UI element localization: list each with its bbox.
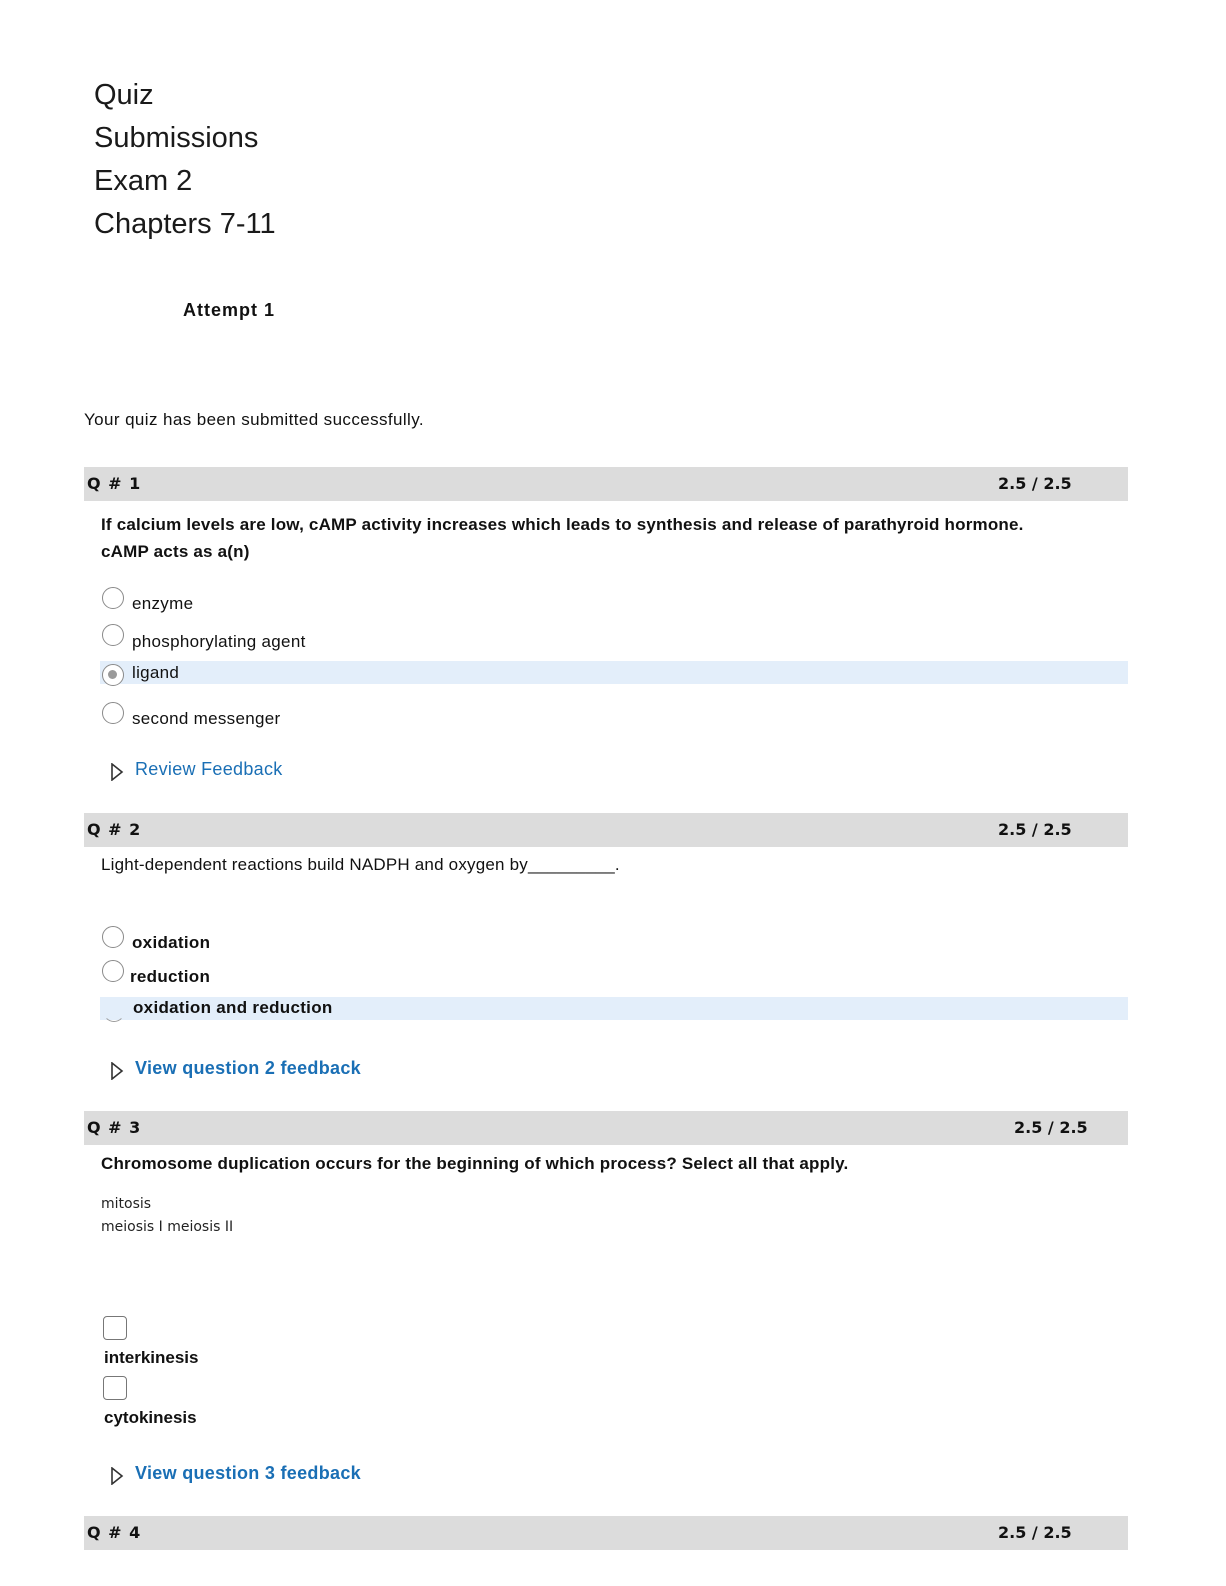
question-2-option-2-radio[interactable] (102, 960, 124, 982)
question-2-score: 2.5 / 2.5 (998, 820, 1072, 839)
question-1-option-2-radio[interactable] (102, 624, 124, 646)
question-2-option-2-label[interactable]: reduction (130, 967, 211, 986)
question-3-header (84, 1111, 1128, 1145)
submitted-message: Your quiz has been submitted successfully. (84, 410, 424, 429)
question-4-number: Q # 4 (87, 1523, 142, 1542)
question-3-feedback-link[interactable]: View question 3 feedback (135, 1463, 361, 1483)
attempt-label: Attempt 1 (183, 300, 276, 320)
question-1-feedback-link[interactable]: Review Feedback (135, 759, 283, 779)
question-3-checkbox-label-cytokinesis[interactable]: cytokinesis (104, 1408, 197, 1427)
expand-triangle-icon (110, 1467, 124, 1485)
question-3-option-text-1: mitosis (101, 1196, 152, 1212)
question-2-header (84, 813, 1128, 847)
page-title-line-4: Chapters 7-11 (94, 208, 276, 240)
question-1-option-4-radio[interactable] (102, 702, 124, 724)
question-1-option-1-label[interactable]: enzyme (132, 594, 194, 613)
question-4-header (84, 1516, 1128, 1550)
question-1-option-3-radio[interactable] (102, 664, 124, 686)
question-1-option-1-radio[interactable] (102, 587, 124, 609)
question-1-selected-row (100, 661, 1128, 684)
question-4-score: 2.5 / 2.5 (998, 1523, 1072, 1542)
expand-triangle-icon (110, 1062, 124, 1080)
page-title-line-1: Quiz (94, 79, 154, 111)
question-1-option-2-label[interactable]: phosphorylating agent (132, 632, 306, 651)
question-2-option-1-radio[interactable] (102, 926, 124, 948)
question-1-text: If calcium levels are low, cAMP activity increases which leads to synthesis and release of parathyroid hormone. cAMP acts as a(n) (101, 515, 1024, 561)
question-3-number: Q # 3 (87, 1118, 142, 1137)
question-3-checkbox-interkinesis[interactable] (103, 1316, 127, 1340)
question-3-checkbox-cytokinesis[interactable] (103, 1376, 127, 1400)
page-title-line-3: Exam 2 (94, 165, 193, 197)
question-3-score: 2.5 / 2.5 (1014, 1118, 1088, 1137)
question-2-option-1-label[interactable]: oxidation (132, 933, 211, 952)
question-2-feedback-link[interactable]: View question 2 feedback (135, 1058, 361, 1078)
question-2-text: Light-dependent reactions build NADPH and oxygen by_________. (101, 855, 620, 874)
question-1-score: 2.5 / 2.5 (998, 474, 1072, 493)
question-1-option-3-label[interactable]: ligand (132, 663, 180, 682)
question-1-number: Q # 1 (87, 474, 142, 493)
question-3-option-text-2: meiosis I meiosis II (101, 1219, 234, 1235)
question-3-text: Chromosome duplication occurs for the beginning of which process? Select all that apply. (101, 1154, 849, 1173)
question-1-option-4-label[interactable]: second messenger (132, 709, 281, 728)
question-2-option-3-label[interactable]: oxidation and reduction (133, 998, 333, 1017)
page-title-line-2: Submissions (94, 122, 259, 154)
question-2-option-3-radio[interactable] (103, 1010, 127, 1024)
question-1-header (84, 467, 1128, 501)
question-3-checkbox-label-interkinesis[interactable]: interkinesis (104, 1348, 199, 1367)
question-2-number: Q # 2 (87, 820, 142, 839)
expand-triangle-icon (110, 763, 124, 781)
